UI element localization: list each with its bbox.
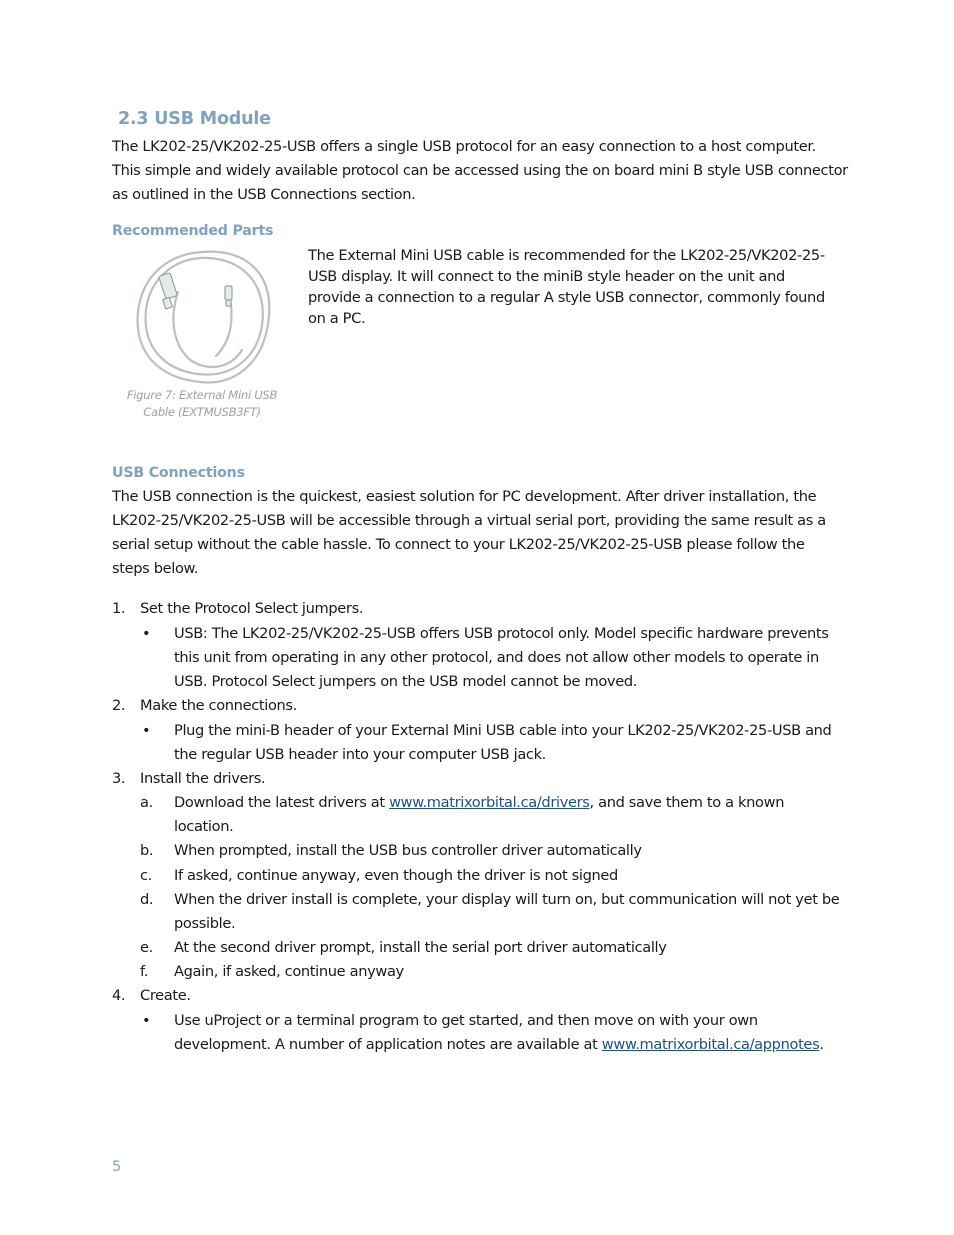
step-3d-line: When the driver install is complete, your display will turn on, but communication will not yet be (174, 891, 840, 908)
usb-cable-image (130, 246, 276, 388)
step-3c-marker: c. (140, 867, 152, 884)
bullet-icon: • (142, 722, 151, 739)
recommended-parts-heading: Recommended Parts (112, 223, 274, 239)
intro-line: as outlined in the USB Connections section. (112, 186, 416, 203)
step-3d-text (174, 888, 854, 936)
section-title: 2.3 USB Module (118, 109, 271, 129)
caption-line: Cable (EXTMUSB3FT) (143, 405, 261, 419)
recommended-line: provide a connection to a regular A style USB connector, commonly found (308, 289, 825, 306)
step-3a-line2: location. (174, 818, 234, 835)
recommended-parts-text (308, 245, 848, 329)
figure-caption (112, 387, 292, 421)
step-3-number: 3. (112, 770, 126, 787)
bullet-icon: • (142, 1012, 151, 1029)
appnotes-link[interactable]: www.matrixorbital.ca/appnotes (601, 1036, 820, 1053)
step-2-text: Make the connections. (140, 697, 297, 714)
intro-paragraph (112, 135, 852, 207)
step-4-pre: development. A number of application notes are available at (174, 1036, 602, 1053)
step-3d-line: possible. (174, 915, 236, 932)
step-1-text: Set the Protocol Select jumpers. (140, 600, 364, 617)
recommended-line: The External Mini USB cable is recommended for the LK202-25/VK202-25- (308, 247, 825, 264)
step-1-bullet-line: USB: The LK202-25/VK202-25-USB offers USB protocol only. Model specific hardware prevents (174, 625, 829, 642)
step-3e-marker: e. (140, 939, 153, 956)
caption-line: Figure 7: External Mini USB (126, 388, 278, 402)
drivers-link[interactable]: www.matrixorbital.ca/drivers (389, 794, 590, 811)
step-1-bullet (174, 622, 854, 694)
step-3a-marker: a. (140, 794, 153, 811)
step-3b-text: When prompted, install the USB bus controller driver automatically (174, 842, 642, 859)
step-1-bullet-line: USB. Protocol Select jumpers on the USB model cannot be moved. (174, 673, 638, 690)
step-2-bullet-line: Plug the mini-B header of your External Mini USB cable into your LK202-25/VK202-25-USB and (174, 722, 832, 739)
step-3f-marker: f. (140, 963, 149, 980)
usb-connections-heading: USB Connections (112, 465, 245, 481)
connections-line: LK202-25/VK202-25-USB will be accessible through a virtual serial port, providing the same result as a (112, 512, 826, 529)
usb-connections-paragraph (112, 485, 852, 581)
step-2-number: 2. (112, 697, 126, 714)
step-4-number: 4. (112, 987, 126, 1004)
bullet-icon: • (142, 625, 151, 642)
connections-line: The USB connection is the quickest, easiest solution for PC development. After driver installation, the (112, 488, 817, 505)
step-1-number: 1. (112, 600, 126, 617)
step-3e-text: At the second driver prompt, install the serial port driver automatically (174, 939, 667, 956)
step-2-bullet-line: the regular USB header into your computer USB jack. (174, 746, 546, 763)
recommended-line: USB display. It will connect to the miniB style header on the unit and (308, 268, 785, 285)
page-number: 5 (112, 1158, 122, 1175)
step-4-text: Create. (140, 987, 191, 1004)
step-3a-post: , and save them to a known (589, 794, 785, 811)
step-4-bullet-line: Use uProject or a terminal program to get started, and then move on with your own (174, 1012, 758, 1029)
step-3b-marker: b. (140, 842, 154, 859)
step-1-bullet-line: this unit from operating in any other protocol, and does not allow other models to operate in (174, 649, 819, 666)
step-4-bullet (174, 1009, 854, 1057)
connections-line: steps below. (112, 560, 199, 577)
step-3d-marker: d. (140, 891, 154, 908)
step-3f-text: Again, if asked, continue anyway (174, 963, 404, 980)
step-2-bullet (174, 719, 854, 767)
connections-line: serial setup without the cable hassle. To connect to your LK202-25/VK202-25-USB please follow the (112, 536, 805, 553)
step-3-text: Install the drivers. (140, 770, 266, 787)
step-4-post: . (819, 1036, 824, 1053)
step-3c-text: If asked, continue anyway, even though the driver is not signed (174, 867, 618, 884)
intro-line: This simple and widely available protocol can be accessed using the on board mini B style USB connector (112, 162, 848, 179)
intro-line: The LK202-25/VK202-25-USB offers a single USB protocol for an easy connection to a host computer. (112, 138, 816, 155)
step-3a-pre: Download the latest drivers at (174, 794, 390, 811)
recommended-line: on a PC. (308, 310, 366, 327)
step-3a-text (174, 791, 854, 839)
